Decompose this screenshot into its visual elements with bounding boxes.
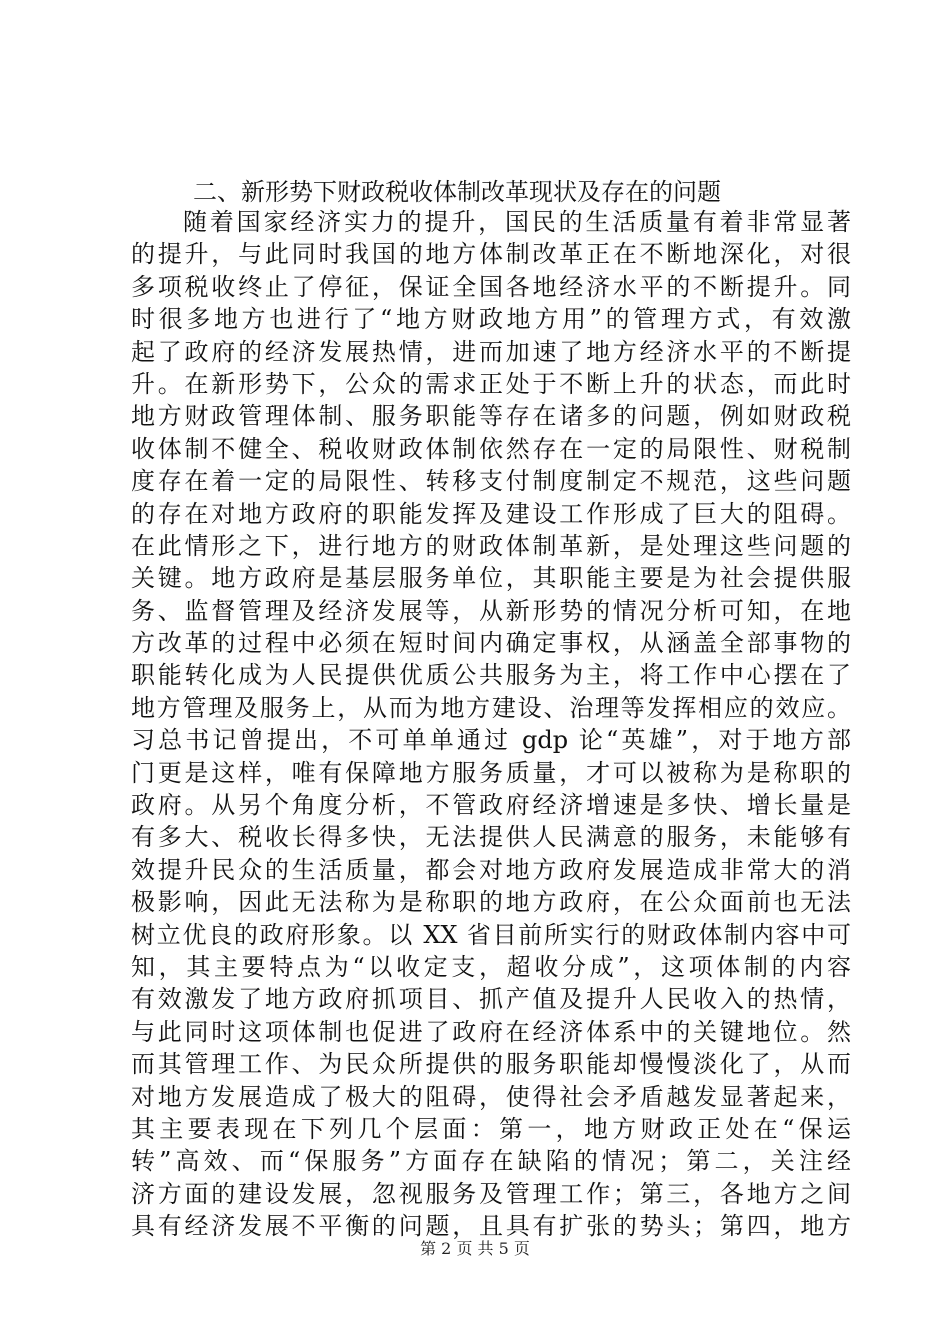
text-line: 知，其主要特点为“以收定支，超收分成”，这项体制的内容 (131, 952, 851, 981)
text-line: 习总书记曾提出，不可单单通过 gdp 论“英雄”，对于地方部 (131, 726, 851, 755)
text-line: 的提升，与此同时我国的地方体制改革正在不断地深化，对很 (131, 240, 851, 269)
text-line: 度存在着一定的局限性、转移支付制度制定不规范，这些问题 (131, 467, 851, 496)
text-line: 务、监督管理及经济发展等，从新形势的情况分析可知，在地 (131, 596, 851, 625)
text-line: 职能转化成为人民提供优质公共服务为主，将工作中心摆在了 (131, 661, 851, 690)
page-footer: 第 2 页 共 5 页 (420, 1239, 530, 1258)
text-line: 地方管理及服务上，从而为地方建设、治理等发挥相应的效应。 (131, 693, 851, 722)
text-line: 具有经济发展不平衡的问题，且具有扩张的势头；第四，地方 (131, 1212, 851, 1241)
text-line: 效提升民众的生活质量，都会对地方政府发展造成非常大的消 (131, 855, 851, 884)
text-line: 关键。地方政府是基层服务单位，其职能主要是为社会提供服 (131, 564, 851, 593)
text-line: 有效激发了地方政府抓项目、抓产值及提升人民收入的热情， (131, 985, 851, 1014)
text-line: 与此同时这项体制也促进了政府在经济体系中的关键地位。然 (131, 1017, 851, 1046)
text-line: 在此情形之下，进行地方的财政体制革新，是处理这些问题的 (131, 531, 851, 560)
text-line: 济方面的建设发展，忽视服务及管理工作；第三，各地方之间 (131, 1179, 851, 1208)
text-line: 多项税收终止了停征，保证全国各地经济水平的不断提升。同 (131, 272, 851, 301)
text-line: 门更是这样，唯有保障地方服务质量，才可以被称为是称职的 (131, 758, 851, 787)
text-line: 收体制不健全、税收财政体制依然存在一定的局限性、财税制 (131, 434, 851, 463)
text-line: 起了政府的经济发展热情，进而加速了地方经济水平的不断提 (131, 337, 851, 366)
text-line: 其主要表现在下列几个层面：第一，地方财政正处在“保运 (131, 1114, 851, 1143)
section-heading: 二、新形势下财政税收体制改革现状及存在的问题 (193, 178, 721, 206)
text-line: 转”高效、而“保服务”方面存在缺陷的情况；第二，关注经 (131, 1147, 851, 1176)
text-line: 极影响，因此无法称为是称职的地方政府，在公众面前也无法 (131, 888, 851, 917)
text-line: 对地方发展造成了极大的阻碍，使得社会矛盾越发显著起来， (131, 1082, 851, 1111)
text-line: 而其管理工作、为民众所提供的服务职能却慢慢淡化了，从而 (131, 1050, 851, 1079)
text-line: 地方财政管理体制、服务职能等存在诸多的问题，例如财政税 (131, 402, 851, 431)
text-line: 树立优良的政府形象。以 XX 省目前所实行的财政体制内容中可 (131, 920, 851, 949)
text-line: 随着国家经济实力的提升，国民的生活质量有着非常显著 (183, 208, 851, 236)
text-line: 有多大、税收长得多快，无法提供人民满意的服务，未能够有 (131, 823, 851, 852)
body-paragraph (131, 206, 851, 1243)
text-line: 时很多地方也进行了“地方财政地方用”的管理方式，有效激 (131, 305, 851, 334)
text-line: 方改革的过程中必须在短时间内确定事权，从涵盖全部事物的 (131, 629, 851, 658)
text-line: 政府。从另个角度分析，不管政府经济增速是多快、增长量是 (131, 791, 851, 820)
text-line: 升。在新形势下，公众的需求正处于不断上升的状态，而此时 (131, 369, 851, 398)
text-line: 的存在对地方政府的职能发挥及建设工作形成了巨大的阻碍。 (131, 499, 851, 528)
